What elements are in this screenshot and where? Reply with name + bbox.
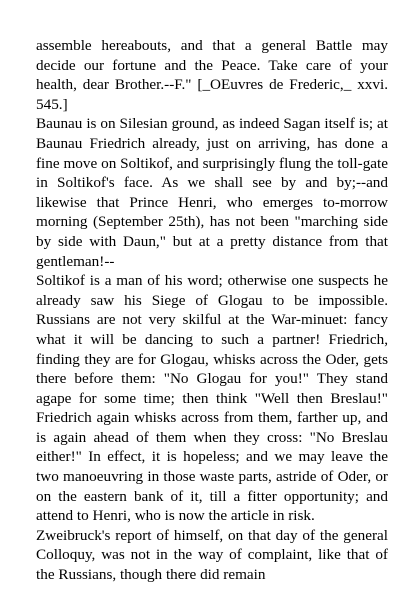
paragraph-soltikof: Soltikof is a man of his word; otherwise one suspects he already saw his Siege of Glogau to be impossible. Russians are not very skilful at the War-minuet: fancy what it will be dancing to such a partner! Friedrich, finding they are for Glogau, whisks across the Oder, gets there before them: "No Glogau for you!" They stand agape for some time; then think "Well then Breslau!" Friedrich again whisks across from them, farther up, and is again ahead of them when they cross: "No Breslau either!" In effect, it is hopeless; and we may leave the two manoeuvring in those waste parts, astride of Oder, or on the eastern bank of it, till a fitter opportunity; and attend to Henri, who is now the article in risk. [36, 272, 388, 525]
paragraph-baunau: Baunau is on Silesian ground, as indeed Sagan itself is; at Baunau Friedrich already, just on arriving, has done a fine move on Soltikof, and surprisingly flung the toll-gate in Soltikof's face. As we shall see by and by;--and likewise that Prince Henri, who emerges to-morrow morning (September 25th), has not been "marching side by side with Daun," but at a pretty distance from that gentleman!-- [36, 115, 388, 270]
document-page [36, 36, 388, 585]
paragraph-zweibruck: Zweibruck's report of himself, on that day of the general Colloquy, was not in the way of complaint, like that of the Russians, though there did remain [36, 526, 388, 584]
paragraph-letter-close: assemble hereabouts, and that a general Battle may decide our fortune and the Peace. Take care of your health, dear Brother.--F." [_OEuvres de Frederic,_ xxvi. 545.] [36, 37, 388, 113]
